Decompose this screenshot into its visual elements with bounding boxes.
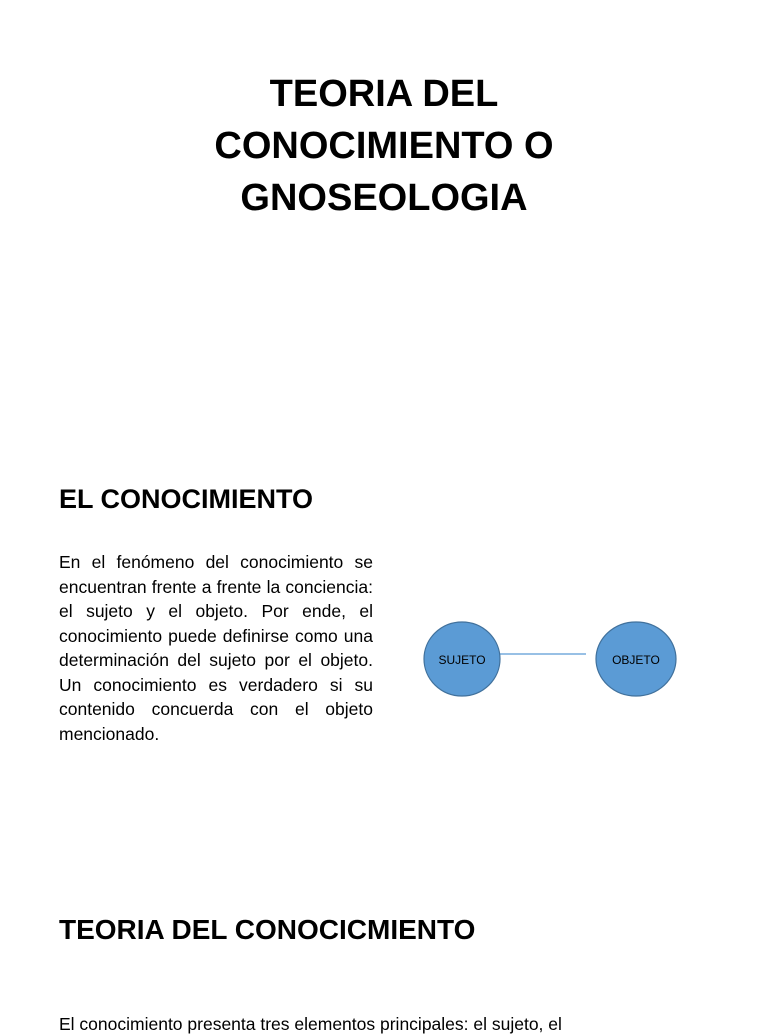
section-heading-el-conocimiento: EL CONOCIMIENTO	[59, 484, 314, 514]
title-line-3: GNOSEOLOGIA	[240, 177, 528, 219]
title-line-1: TEORIA DEL	[269, 73, 499, 115]
section-heading-teoria-del-conocimiento: TEORIA DEL CONOCICMIENTO	[59, 914, 476, 945]
object-label: OBJETO	[612, 653, 660, 667]
section-paragraph-el-conocimiento: En el fenómeno del conocimiento se encuentran frente a frente la conciencia: el sujeto y el objeto. Por ende, el conocimiento puede definirse como una determinación del sujeto por el objeto. Un conocimiento es verdadero si su contenido concuerda con el objeto mencionado.	[59, 552, 373, 744]
subject-object-diagram	[410, 612, 690, 712]
section-paragraph-teoria-partial: El conocimiento presenta tres elementos principales: el sujeto, el	[59, 1014, 562, 1034]
title-line-2: CONOCIMIENTO O	[214, 125, 554, 167]
subject-label: SUJETO	[438, 653, 486, 667]
page-title	[0, 68, 768, 224]
